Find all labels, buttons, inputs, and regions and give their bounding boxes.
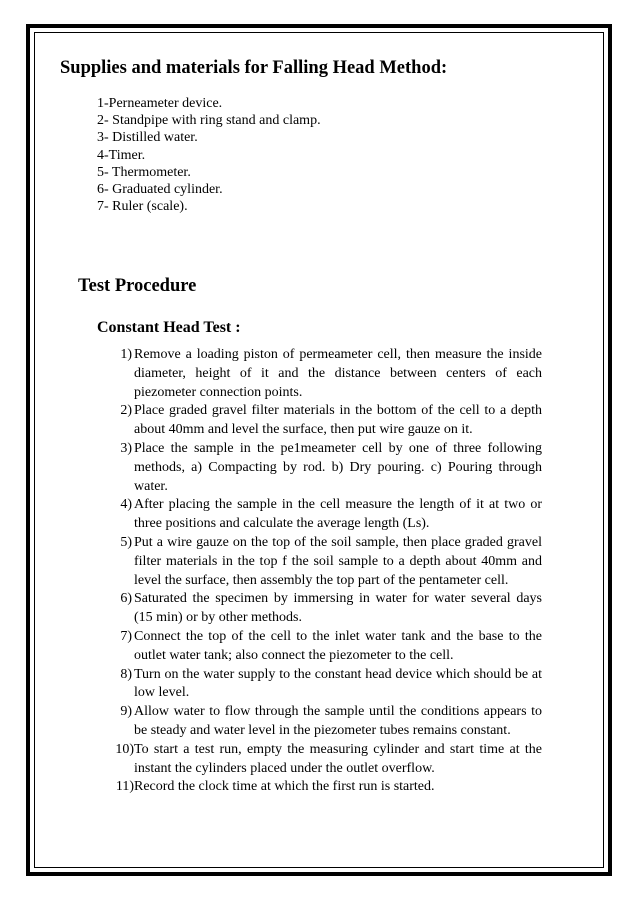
procedure-heading: Test Procedure	[78, 276, 197, 296]
procedure-step	[104, 703, 542, 741]
procedure-step	[104, 590, 542, 628]
step-text: Connect the top of the cell to the inlet water tank and the base to the outlet water tank; also connect the piezometer to the cell.	[134, 628, 542, 663]
step-text: Allow water to flow through the sample until the conditions appears to be steady and water level in the piezometer tubes remains constant.	[134, 704, 542, 738]
step-number: 2)	[120, 403, 132, 419]
supply-item: 1-Perneameter device.	[97, 96, 223, 111]
step-text: Put a wire gauze on the top of the soil sample, then place graded gravel filter materials in the top f the soil sample to a depth about 40mm and level the surface, then assembly the top part of the pentameter cell.	[134, 534, 542, 588]
supply-item: 7- Ruler (scale).	[97, 199, 188, 215]
step-number: 6)	[120, 591, 132, 607]
procedure-step	[104, 628, 542, 666]
procedure-step	[104, 741, 542, 779]
procedure-step	[104, 440, 542, 496]
procedure-step	[104, 346, 542, 402]
supplies-list	[97, 95, 321, 215]
step-text: Place the sample in the pe1meameter cell by one of three following methods, a) Compacting by rod. b) Dry pouring. c) Pouring through water.	[134, 440, 542, 494]
step-text: Saturated the specimen by immersing in water for water several days (15 min) or by other methods.	[134, 591, 542, 626]
step-text: To start a test run, empty the measuring cylinder and start time at the instant the cylinders placed under the outlet overflow.	[134, 741, 542, 776]
supply-item: 6- Graduated cylinder.	[97, 182, 223, 198]
constant-head-subheading: Constant Head Test :	[97, 319, 241, 336]
procedure-steps	[104, 346, 542, 797]
step-number: 7)	[120, 628, 132, 644]
step-number: 11)	[115, 779, 134, 795]
step-number: 1)	[120, 347, 132, 362]
step-number: 5)	[120, 534, 132, 550]
supply-item: 2- Standpipe with ring stand and clamp.	[97, 113, 321, 129]
procedure-step	[104, 778, 542, 797]
supply-item: 4-Timer.	[97, 147, 146, 163]
step-number: 4)	[120, 497, 132, 513]
supply-item: 5- Thermometer.	[97, 164, 191, 180]
step-number: 3)	[120, 440, 132, 456]
procedure-step	[104, 402, 542, 440]
procedure-step	[104, 666, 542, 704]
step-text: Turn on the water supply to the constant head device which should be at low level.	[134, 666, 542, 701]
step-number: 9)	[120, 704, 132, 720]
step-number: 8)	[120, 666, 132, 682]
procedure-step	[104, 496, 542, 534]
supplies-heading: Supplies and materials for Falling Head Method:	[60, 58, 448, 78]
procedure-step	[104, 534, 542, 590]
step-number: 10)	[115, 741, 134, 757]
supply-item: 3- Distilled water.	[97, 130, 198, 146]
step-text: Record the clock time at which the first run is started.	[134, 779, 435, 795]
step-text: After placing the sample in the cell measure the length of it at two or three positions and calculate the average length (Ls).	[134, 497, 542, 532]
step-text: Place graded gravel filter materials in the bottom of the cell to a depth about 40mm and level the surface, then put wire gauze on it.	[134, 403, 542, 438]
step-text: Remove a loading piston of permeameter cell, then measure the inside diameter, height of it and the distance between centers of each piezometer connection points.	[134, 347, 542, 400]
